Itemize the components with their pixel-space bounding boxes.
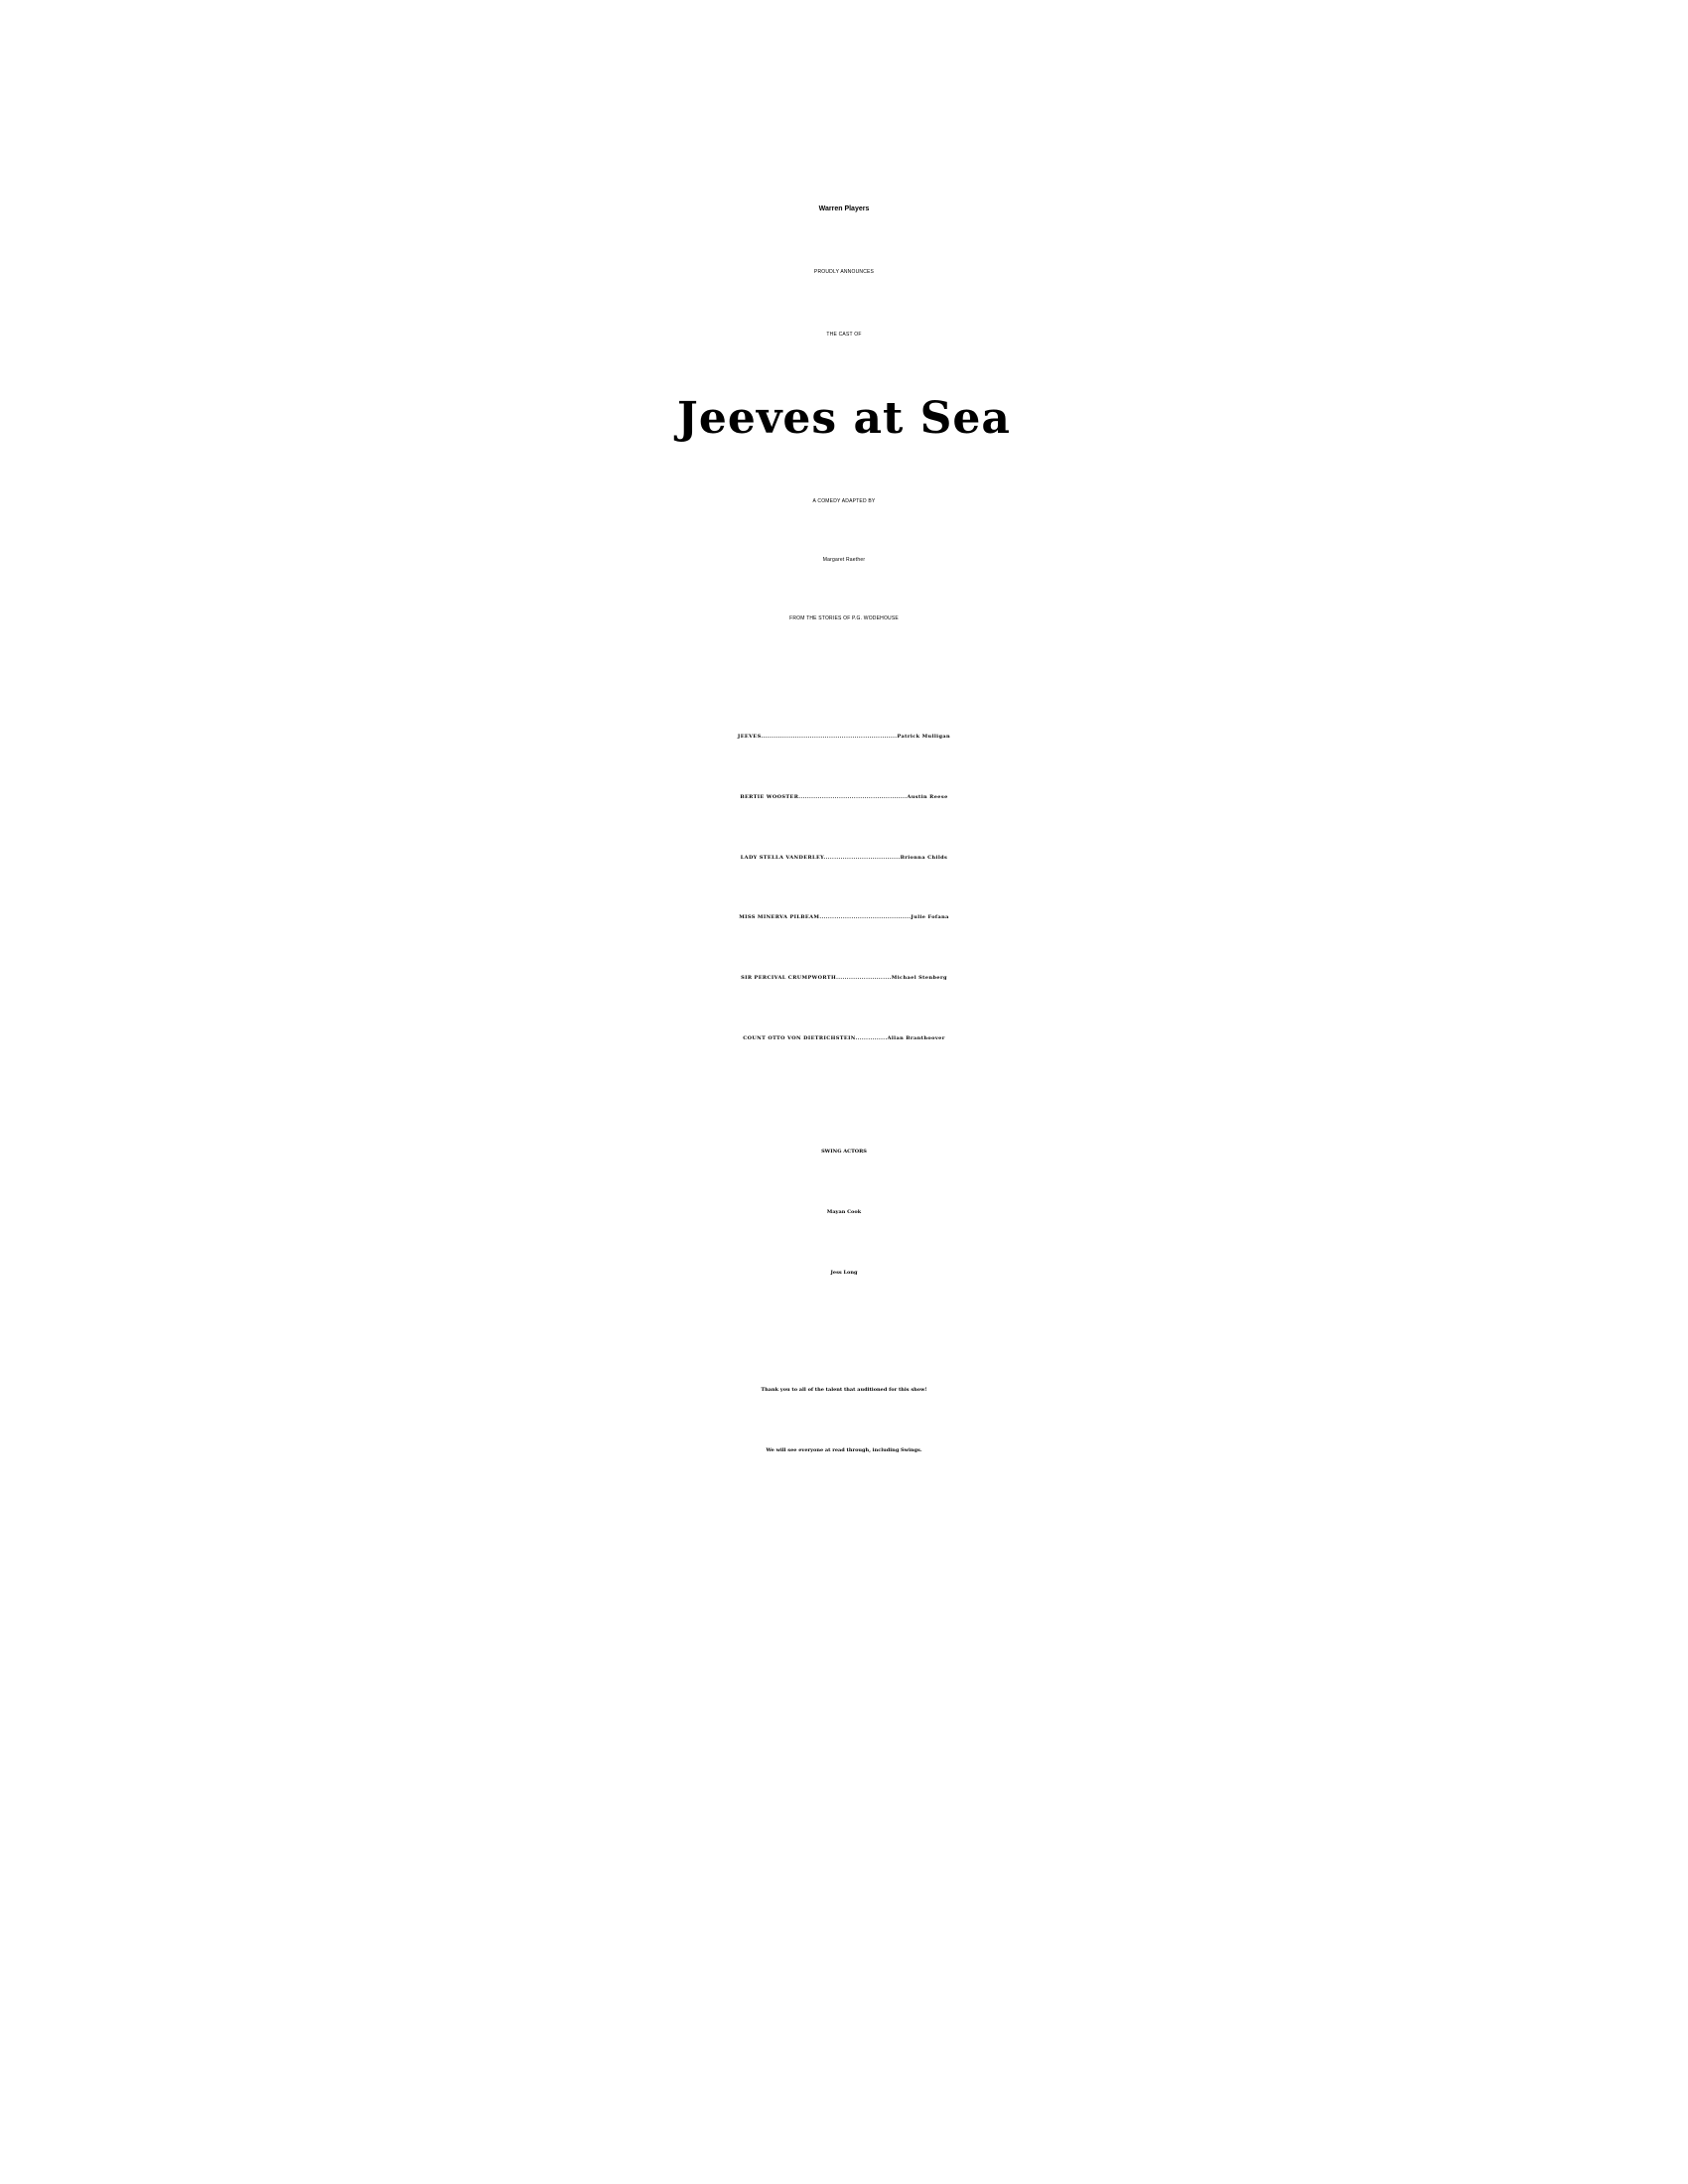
actor-name: Austin Reese	[907, 794, 948, 800]
swing-heading: SWING ACTORS	[821, 1149, 867, 1155]
cast-row	[0, 915, 1688, 920]
leader-dots: ................................................................	[761, 734, 898, 740]
role-name: MISS MINERVA PILBEAM	[739, 914, 820, 920]
actor-name: Julie Fofana	[911, 914, 949, 920]
role-name: JEEVES	[737, 734, 762, 740]
cast-row	[0, 976, 1688, 981]
leader-dots: ....................................	[823, 855, 901, 861]
actor-name: Patrick Mulligan	[897, 734, 951, 740]
role-name: BERTIE WOOSTER	[740, 794, 799, 800]
actor-name: Michael Stenberg	[891, 975, 947, 981]
role-name: COUNT OTTO VON DIETRICHSTEIN	[743, 1035, 856, 1041]
play-title: Jeeves at Sea	[677, 393, 1011, 444]
closing-read-through: We will see everyone at read through, including Swings.	[766, 1447, 922, 1453]
adapter-name: Margaret Raether	[822, 557, 866, 563]
swing-actor: Jess Long	[830, 1270, 858, 1276]
leader-dots: ..........................	[836, 975, 892, 981]
role-name: SIR PERCIVAL CRUMPWORTH	[741, 975, 837, 981]
cast-of-line: THE CAST OF	[826, 332, 862, 338]
cast-row	[0, 795, 1688, 800]
cast-row	[0, 856, 1688, 861]
swing-actor: Mayan Cook	[826, 1209, 862, 1215]
announcement-line: PROUDLY ANNOUNCES	[813, 269, 875, 275]
cast-row	[0, 1036, 1688, 1041]
role-name: LADY STELLA VANDERLEY	[740, 855, 824, 861]
company-name: Warren Players	[818, 205, 870, 212]
closing-thank-you: Thank you to all of the talent that auditioned for this show!	[761, 1387, 927, 1393]
leader-dots: ...............	[855, 1035, 888, 1041]
adapted-by-label: A COMEDY ADAPTED BY	[812, 498, 876, 504]
source-line: FROM THE STORIES OF P.G. WODEHOUSE	[789, 615, 899, 621]
actor-name: Allan Branthoover	[887, 1035, 945, 1041]
leader-dots: ...................................................	[798, 794, 908, 800]
cast-row	[0, 735, 1688, 740]
leader-dots: ...........................................	[819, 914, 912, 920]
actor-name: Brionna Childs	[900, 855, 948, 861]
